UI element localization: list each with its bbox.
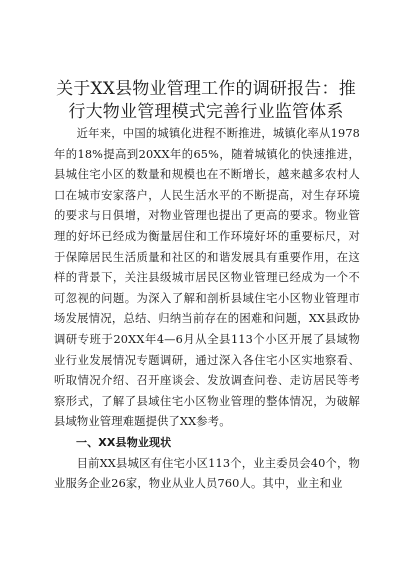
document-title: 关于XX县物业管理工作的调研报告：推行大物业管理模式完善行业监管体系 <box>56 79 356 122</box>
section-heading: 一、XX县物业现状 <box>76 435 172 449</box>
document-body <box>54 124 360 495</box>
section-paragraph: 目前XX县城区有住宅小区113个，业主委员会40个，物业服务企业26家，物业从业人员760人。其中，业主和业 <box>54 456 360 491</box>
intro-paragraph: 近年来，中国的城镇化进程不断推进，城镇化率从1978年的18%提高到20XX年的65%，随着城镇化的快速推进，县城住宅小区的数量和规模也在不断增长，越来越多农村人口在城市安家落户，人民生活水平的不断提高，对生存环境的要求与日俱增，对物业管理也提出了更高的要求。物业管理的好坏已经成为衡量居住和工作环境好坏的重要标尺，对于保障居民生活质量和社区的和谐发展具有重要作用，在这样的背景下，关注县级城市居民区物业管理已经成为一个不可忽视的问题。为深入了解和剖析县域住宅小区物业管理市场发展情况，总结、归纳当前存在的困难和问题，XX县政协调研专班于20XX年4—6月从全县113个小区开展了县域物业行业发展情况专题调研，通过深入各住宅小区实地察看、听取情况介绍、召开座谈会、发放调查问卷、走访居民等考察形式，了解了县域住宅小区物业管理的整体情况，为破解县域物业管理难题提供了XX参考。 <box>54 127 360 429</box>
